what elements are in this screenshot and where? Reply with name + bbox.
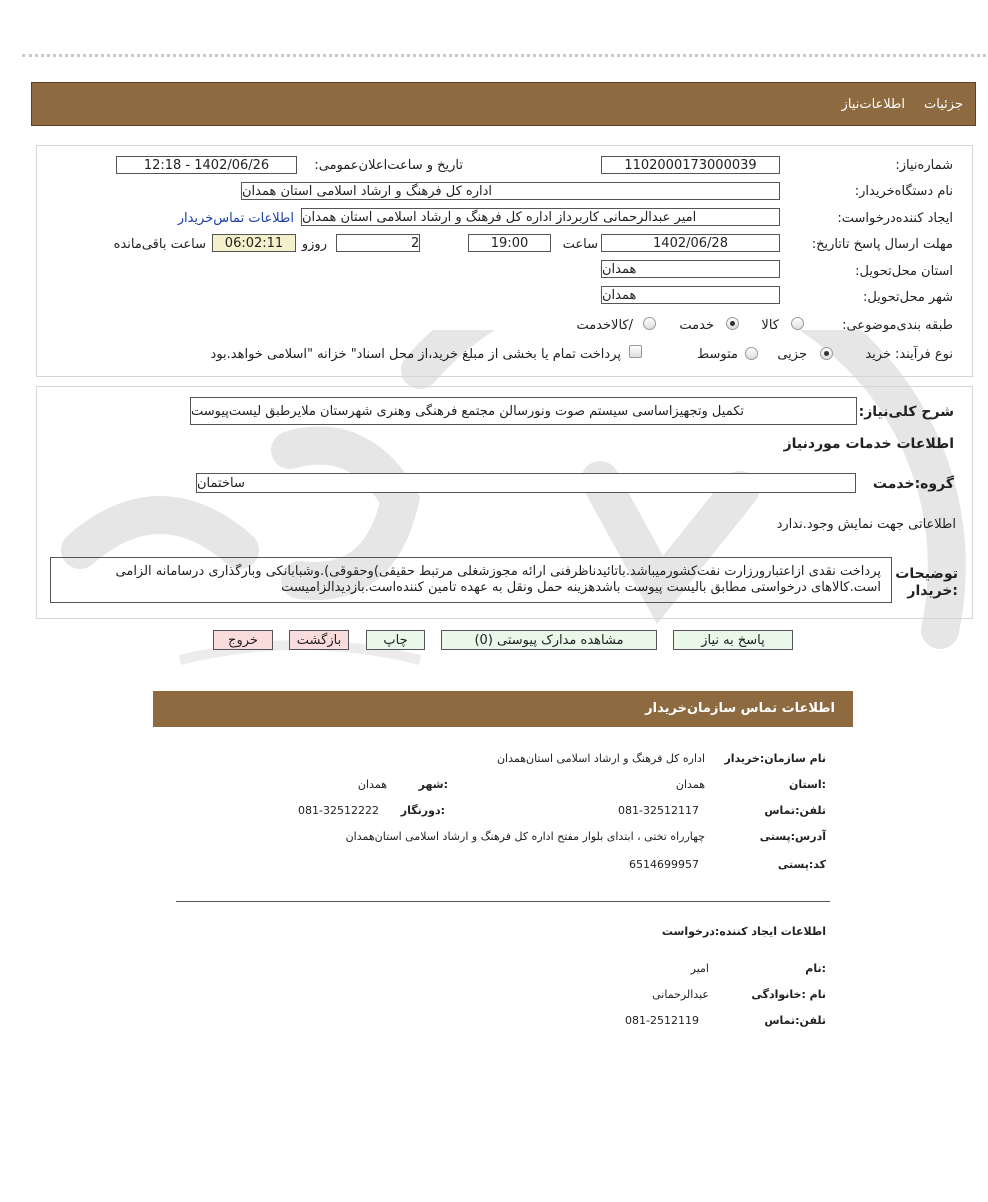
process-medium-radio[interactable] (745, 347, 758, 360)
process-medium-label: متوسط (697, 347, 738, 362)
creator-name-label: :نام (805, 962, 826, 975)
deadline-date-field: 1402/06/28 (601, 234, 780, 252)
buyer-notes-line-2: است.کالاهای درخواستی مطابق بالیست پیوست باشدهزینه حمل ونقل به عهده تامین کننده‌است.بازدیدالزامیست (281, 580, 881, 595)
creator-phone-label: تلفن‌:تماس (764, 1014, 826, 1027)
need-description-label: شرح کلی‌نیاز: (858, 404, 954, 420)
creator-name-value: امیر (690, 962, 709, 975)
services-title: اطلاعات خدمات موردنیاز (783, 436, 954, 452)
announce-field: 1402/06/26 - 12:18 (116, 156, 297, 174)
remaining-label: ساعت باقی‌مانده (113, 237, 206, 252)
city-field: همدان (601, 286, 780, 304)
section-divider (176, 901, 830, 902)
buyer-notes-label-2: :خریدار (907, 583, 958, 599)
exit-button[interactable]: خروج (213, 630, 273, 650)
province-label: استان محل‌تحویل: (855, 264, 953, 279)
category-goods-service-radio[interactable] (643, 317, 656, 330)
page-header (31, 82, 976, 126)
buyer-notes-box (50, 557, 892, 603)
org-label: نام سازمان‌:خریدار (724, 752, 826, 765)
treasury-payment-checkbox[interactable] (629, 345, 642, 358)
buyer-notes-line-1: پرداخت نقدی ازاعتبارورزارت نفت‌کشورمیباشد.باتائیدناظرفنی ارائه مجوزشغلی مرتبط حقیقی)وحقوقی).وشبابانکی وبارگذاری درسامانه الزامی (115, 564, 881, 579)
category-service-label: خدمت (679, 318, 714, 333)
no-info-text: اطلاعاتی جهت نمایش وجود.ندارد (776, 517, 956, 532)
top-dotted-divider (22, 54, 986, 57)
buyer-contact-title: اطلاعات تماس سازمان‌خریدار (645, 701, 835, 716)
org-value: اداره کل فرهنگ و ارشاد اسلامی استان‌همدان (496, 752, 705, 765)
deadline-label: مهلت ارسال ‌پاسخ تا‌تاریخ: (811, 237, 953, 252)
process-label: نوع فرآیند: (895, 347, 953, 362)
attachments-button[interactable]: مشاهده مدارک پیوستی (0) (441, 630, 657, 650)
days-field: 2 (336, 234, 420, 252)
tab-need-info[interactable]: اطلاعات‌نیاز (841, 97, 905, 112)
creator-family-label: نام :خانوادگی (751, 988, 826, 1001)
category-goods-service-label: /کالاخدمت (576, 318, 633, 333)
category-service-radio[interactable] (726, 317, 739, 330)
need-info-panel (36, 145, 973, 377)
buyer-label: نام دستگاه‌خریدار: (854, 184, 953, 199)
need-number-label: شماره‌نیاز: (895, 158, 953, 173)
need-description-field: تکمیل وتجهیزاساسی سیستم صوت ونورسالن مجتمع فرهنگی وهنری شهرستان ملایرطبق لیست‌پیوست (190, 397, 857, 425)
postal-value: 6514699957 (629, 858, 699, 871)
process-minor-radio[interactable] (820, 347, 833, 360)
remaining-time-field: 06:02:11 (212, 234, 296, 252)
tab-details[interactable]: جزئیات (924, 97, 963, 112)
creator-label: ایجاد کننده‌درخواست: (837, 211, 953, 226)
buyer-contact-link[interactable]: اطلاعات تماس‌خریدار (177, 211, 294, 226)
creator-field: امیر عبدالرحمانی کاربرداز اداره کل فرهنگ و ارشاد اسلامی استان همدان (301, 208, 780, 226)
contact-city-label: :شهر (418, 778, 448, 791)
back-button[interactable]: بازگشت (289, 630, 349, 650)
fax-value: 081-32512222 (298, 804, 379, 817)
buyer-notes-label-1: توضیحات (895, 566, 958, 582)
process-buy-label: خرید (865, 347, 891, 362)
city-label: شهر محل‌تحویل: (863, 290, 953, 305)
creator-info-title: اطلاعات ایجاد کننده‌:درخواست (661, 925, 826, 938)
contact-province-value: همدان (675, 778, 705, 791)
announce-label: تاریخ و ساعت‌اعلان‌عمومی: (314, 158, 463, 173)
category-goods-label: کالا (761, 318, 779, 333)
address-value: چهارراه تختی ، ابتدای بلوار مفتح اداره کل فرهنگ و ارشاد اسلامی استان‌همدان (345, 830, 705, 843)
category-label: طبقه بندی‌موضوعی: (842, 318, 953, 333)
creator-family-value: عبدالرحمانی (652, 988, 709, 1001)
treasury-payment-label: پرداخت تمام یا بخشی از مبلغ خرید،از محل اسناد" خزانه "اسلامی خواهد.بود (210, 347, 621, 362)
days-label: روز‌و (301, 237, 327, 252)
contact-city-value: همدان (357, 778, 387, 791)
fax-label: :دورنگار (400, 804, 445, 817)
buyer-contact-header (153, 691, 853, 727)
contact-province-label: :استان (789, 778, 826, 791)
process-minor-label: جزیی (777, 347, 807, 362)
service-group-label: گروه‌:خدمت (872, 476, 954, 492)
service-group-field: ساختمان (196, 473, 856, 493)
postal-label: کد‌:پستی (777, 858, 826, 871)
province-field: همدان (601, 260, 780, 278)
deadline-time-label: ساعت (562, 237, 598, 252)
print-button[interactable]: چاپ (366, 630, 425, 650)
address-label: آدرس‌:پستی (759, 830, 826, 843)
phone-label: تلفن‌:تماس (764, 804, 826, 817)
phone-value: 081-32512117 (618, 804, 699, 817)
category-goods-radio[interactable] (791, 317, 804, 330)
creator-phone-value: 081-2512119 (625, 1014, 699, 1027)
deadline-time-field: 19:00 (468, 234, 551, 252)
reply-button[interactable]: پاسخ به نیاز (673, 630, 793, 650)
buyer-field: اداره کل فرهنگ و ارشاد اسلامی استان همدان (241, 182, 780, 200)
need-number-field: 1102000173000039 (601, 156, 780, 174)
